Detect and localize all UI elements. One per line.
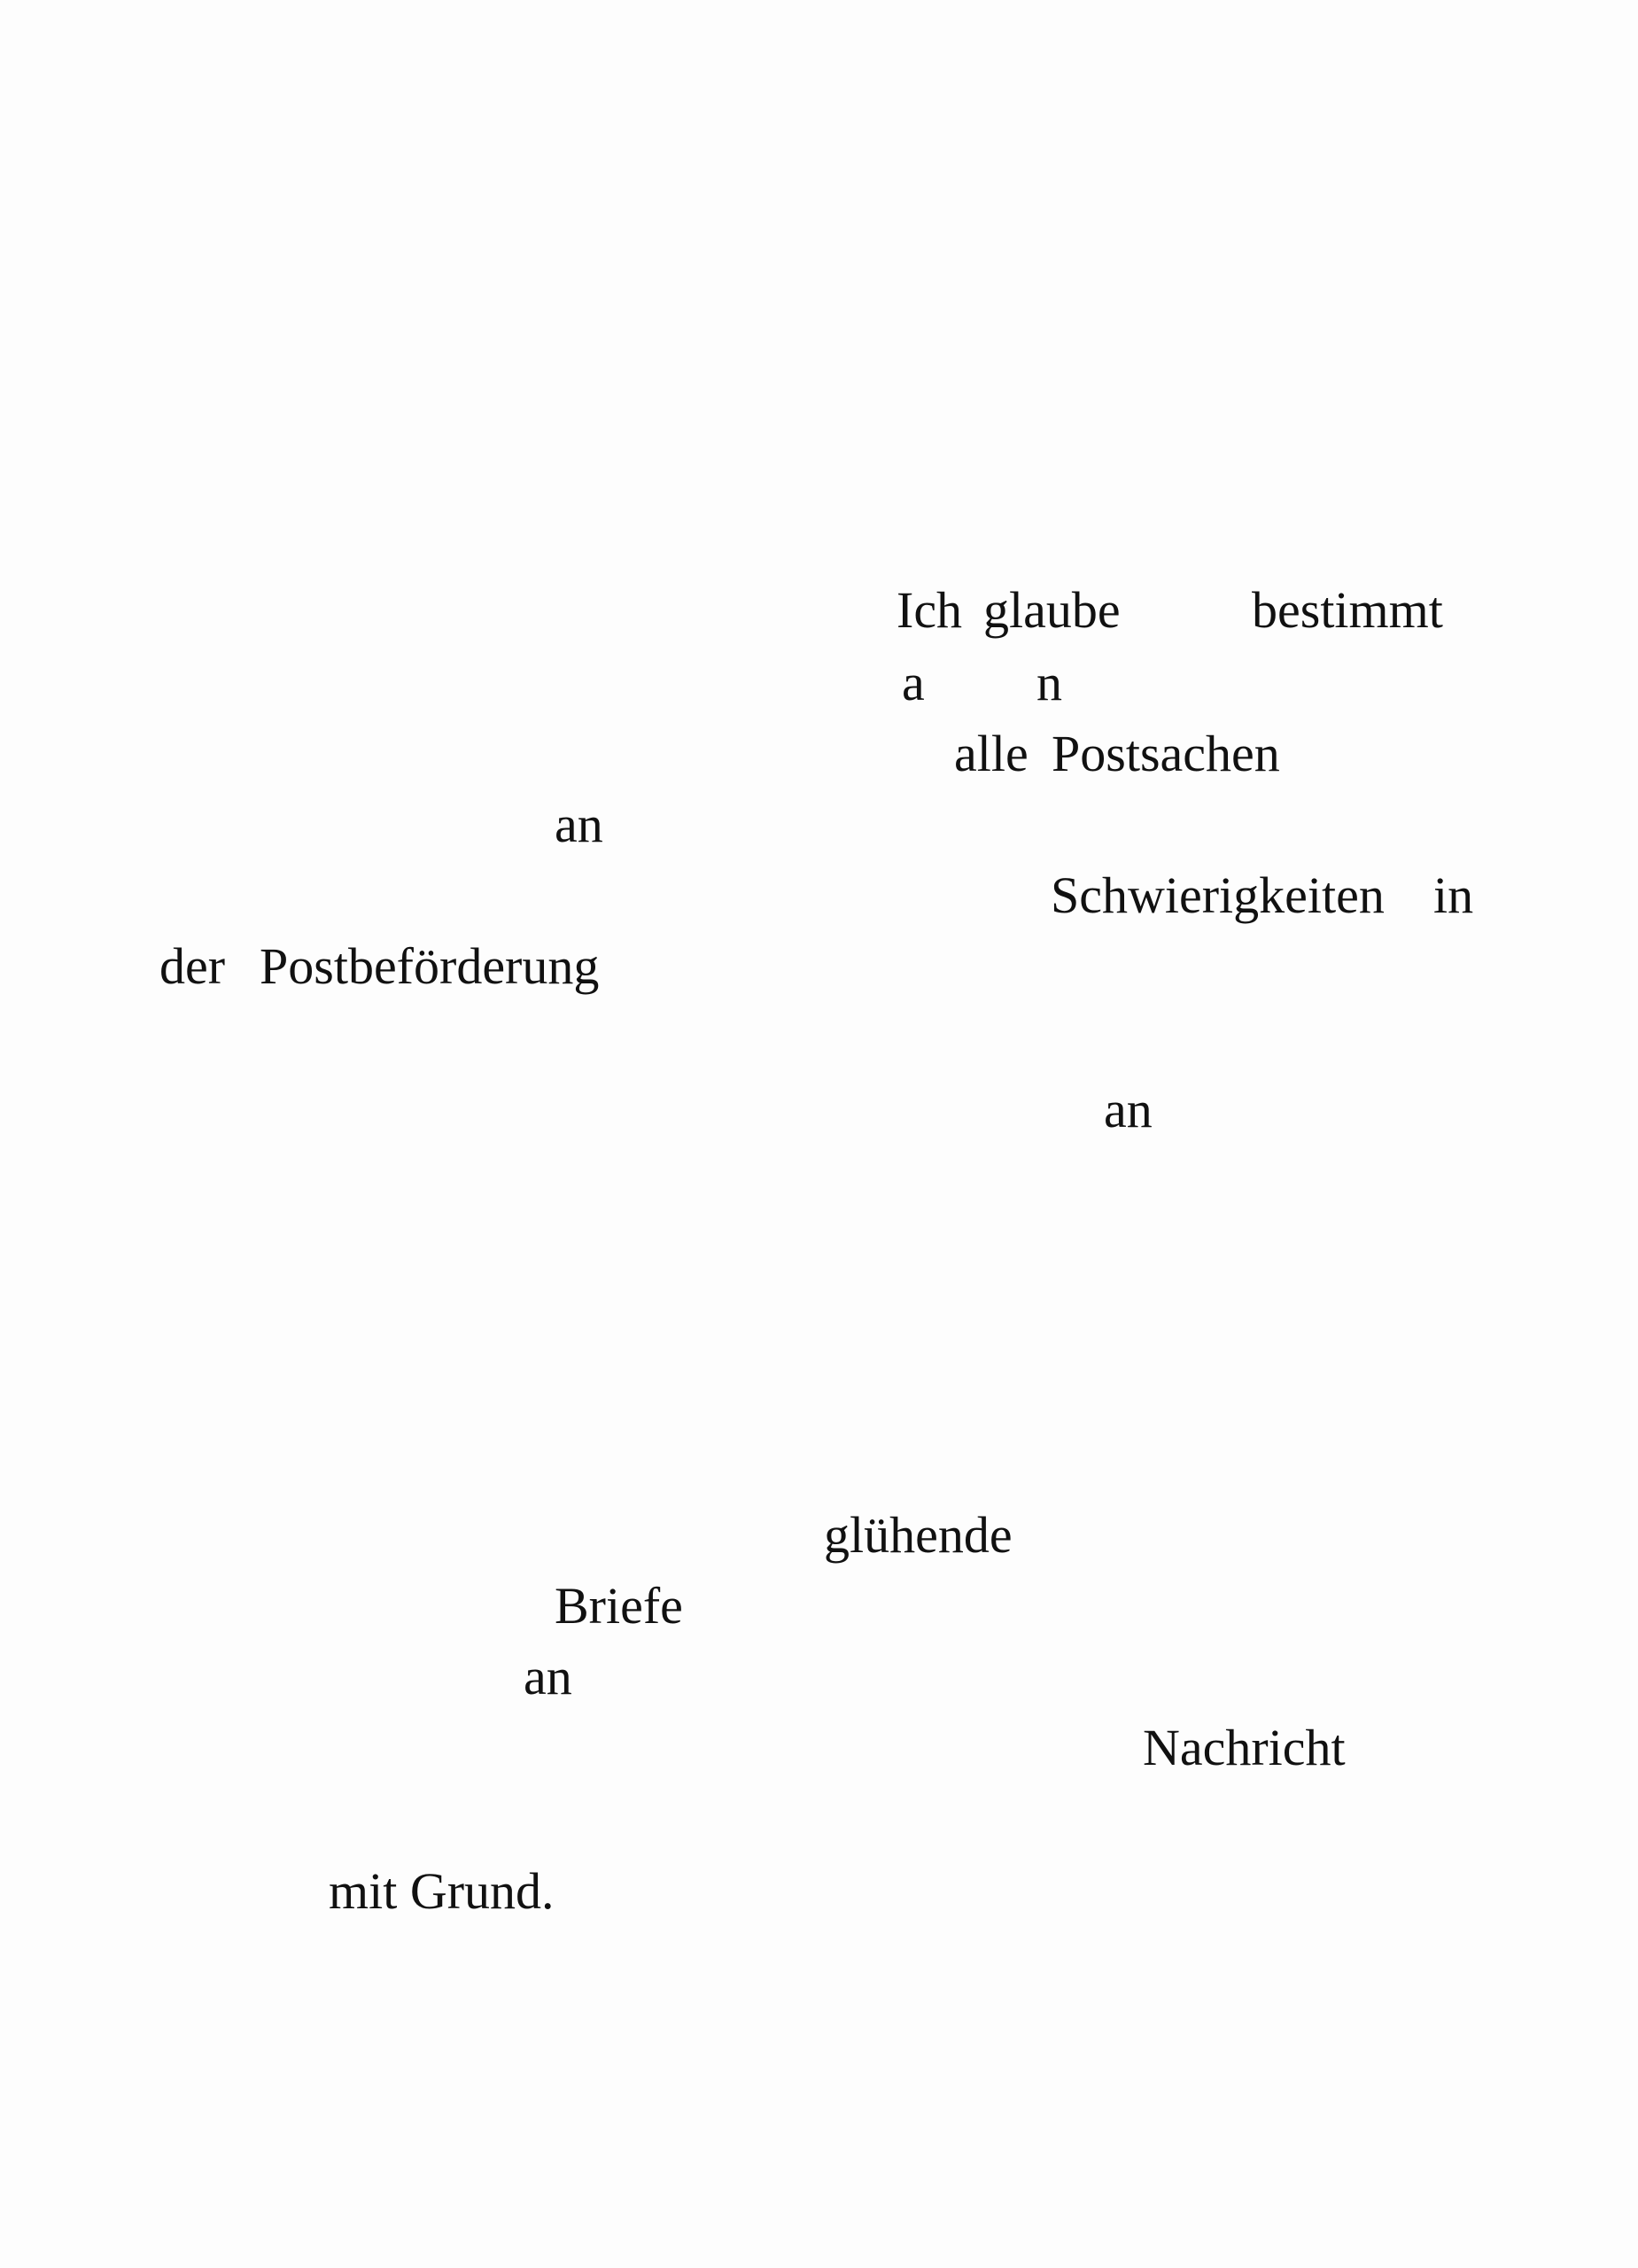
word-nachricht: Nachricht (1143, 1719, 1346, 1776)
word-bestimmt: bestimmt (1252, 581, 1443, 639)
word-ich: Ich (897, 581, 963, 639)
word-briefe: Briefe (555, 1577, 683, 1635)
word-an-first: an (555, 796, 603, 853)
letter-n: n (1036, 654, 1062, 711)
word-postbefoerderung: Postbeförderung (260, 937, 600, 995)
phrase-mit-grund: mit Grund. (329, 1862, 555, 1920)
word-an-third: an (524, 1648, 572, 1705)
word-schwierigkeiten: Schwierigkeiten (1051, 866, 1385, 924)
word-gluehende: glühende (824, 1506, 1013, 1564)
word-an-second: an (1104, 1081, 1153, 1138)
word-der: der (159, 937, 226, 995)
word-in: in (1433, 866, 1474, 924)
word-postsachen: Postsachen (1052, 725, 1280, 782)
word-glaube: glaube (983, 581, 1121, 639)
letter-a: a (902, 654, 925, 711)
word-alle: alle (954, 725, 1029, 782)
